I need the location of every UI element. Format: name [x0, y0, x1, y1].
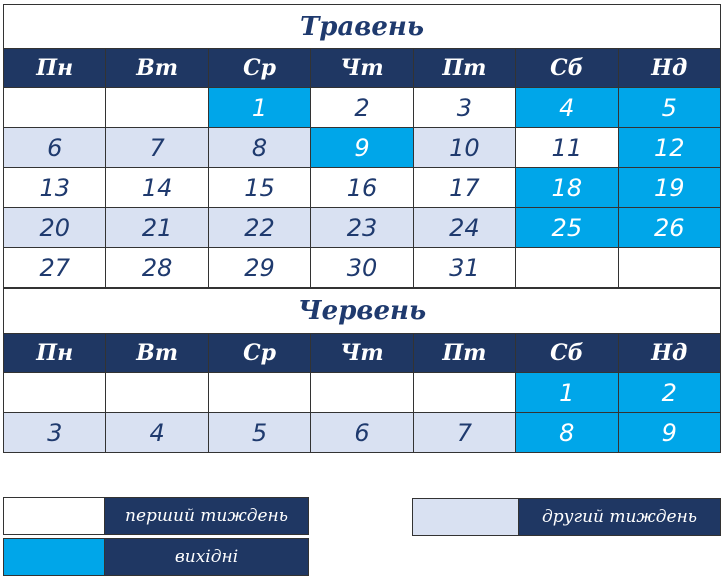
- day-cell: 11: [516, 128, 618, 168]
- day-cell: 29: [208, 248, 310, 288]
- day-cell: 2: [311, 88, 413, 128]
- day-cell: 18: [516, 168, 618, 208]
- day-cell: 3: [4, 413, 106, 453]
- legend-swatch-second-week: [412, 498, 519, 536]
- day-cell: 31: [413, 248, 515, 288]
- week-row: [4, 248, 721, 288]
- weekday-thu: Чт: [311, 49, 413, 88]
- weekday-sun: Нд: [618, 334, 720, 373]
- day-cell: 9: [618, 413, 720, 453]
- day-cell: 3: [413, 88, 515, 128]
- day-cell: 4: [516, 88, 618, 128]
- legend-first-week: [3, 497, 309, 535]
- month-grid-june: [3, 333, 721, 453]
- legend-second-week: [412, 498, 721, 536]
- legend-swatch-first-week: [3, 497, 105, 535]
- day-cell: 1: [208, 88, 310, 128]
- day-cell: 24: [413, 208, 515, 248]
- weekday-tue: Вт: [106, 334, 208, 373]
- day-cell: 21: [106, 208, 208, 248]
- day-cell: 30: [311, 248, 413, 288]
- legend-label-first-week: перший тиждень: [105, 497, 309, 535]
- day-cell: 6: [311, 413, 413, 453]
- month-title-june: Червень: [3, 288, 721, 333]
- day-cell: 27: [4, 248, 106, 288]
- day-cell: 2: [618, 373, 720, 413]
- day-cell: 7: [413, 413, 515, 453]
- calendar: [3, 4, 721, 453]
- legend-swatch-weekend: [3, 538, 105, 576]
- week-row: [4, 88, 721, 128]
- empty-cell: [106, 373, 208, 413]
- week-row: [4, 168, 721, 208]
- weekday-mon: Пн: [4, 334, 106, 373]
- day-cell: 9: [311, 128, 413, 168]
- weekday-sat: Сб: [516, 49, 618, 88]
- day-cell: 5: [618, 88, 720, 128]
- june-weeks: [4, 373, 721, 453]
- legend-weekend: [3, 538, 309, 576]
- day-cell: 1: [516, 373, 618, 413]
- day-cell: 15: [208, 168, 310, 208]
- empty-cell: [4, 88, 106, 128]
- weekday-thu: Чт: [311, 334, 413, 373]
- day-cell: 5: [208, 413, 310, 453]
- day-cell: 14: [106, 168, 208, 208]
- day-cell: 10: [413, 128, 515, 168]
- day-cell: 25: [516, 208, 618, 248]
- week-row: [4, 373, 721, 413]
- weekday-header-row: [4, 49, 721, 88]
- day-cell: 17: [413, 168, 515, 208]
- week-row: [4, 413, 721, 453]
- weekday-wed: Ср: [208, 49, 310, 88]
- empty-cell: [618, 248, 720, 288]
- day-cell: 7: [106, 128, 208, 168]
- weekday-wed: Ср: [208, 334, 310, 373]
- empty-cell: [311, 373, 413, 413]
- day-cell: 16: [311, 168, 413, 208]
- weekday-fri: Пт: [413, 334, 515, 373]
- empty-cell: [4, 373, 106, 413]
- empty-cell: [516, 248, 618, 288]
- day-cell: 23: [311, 208, 413, 248]
- day-cell: 22: [208, 208, 310, 248]
- weekday-fri: Пт: [413, 49, 515, 88]
- day-cell: 28: [106, 248, 208, 288]
- day-cell: 8: [516, 413, 618, 453]
- may-weeks: [4, 88, 721, 288]
- month-grid-may: [3, 48, 721, 288]
- week-row: [4, 208, 721, 248]
- day-cell: 20: [4, 208, 106, 248]
- empty-cell: [208, 373, 310, 413]
- legend-label-second-week: другий тиждень: [519, 498, 721, 536]
- day-cell: 13: [4, 168, 106, 208]
- day-cell: 12: [618, 128, 720, 168]
- week-row: [4, 128, 721, 168]
- weekday-tue: Вт: [106, 49, 208, 88]
- day-cell: 4: [106, 413, 208, 453]
- weekday-header-row: [4, 334, 721, 373]
- legend-label-weekend: вихідні: [105, 538, 309, 576]
- day-cell: 19: [618, 168, 720, 208]
- weekday-sat: Сб: [516, 334, 618, 373]
- month-title-may: Травень: [3, 4, 721, 48]
- day-cell: 26: [618, 208, 720, 248]
- day-cell: 6: [4, 128, 106, 168]
- empty-cell: [413, 373, 515, 413]
- day-cell: 8: [208, 128, 310, 168]
- weekday-sun: Нд: [618, 49, 720, 88]
- weekday-mon: Пн: [4, 49, 106, 88]
- empty-cell: [106, 88, 208, 128]
